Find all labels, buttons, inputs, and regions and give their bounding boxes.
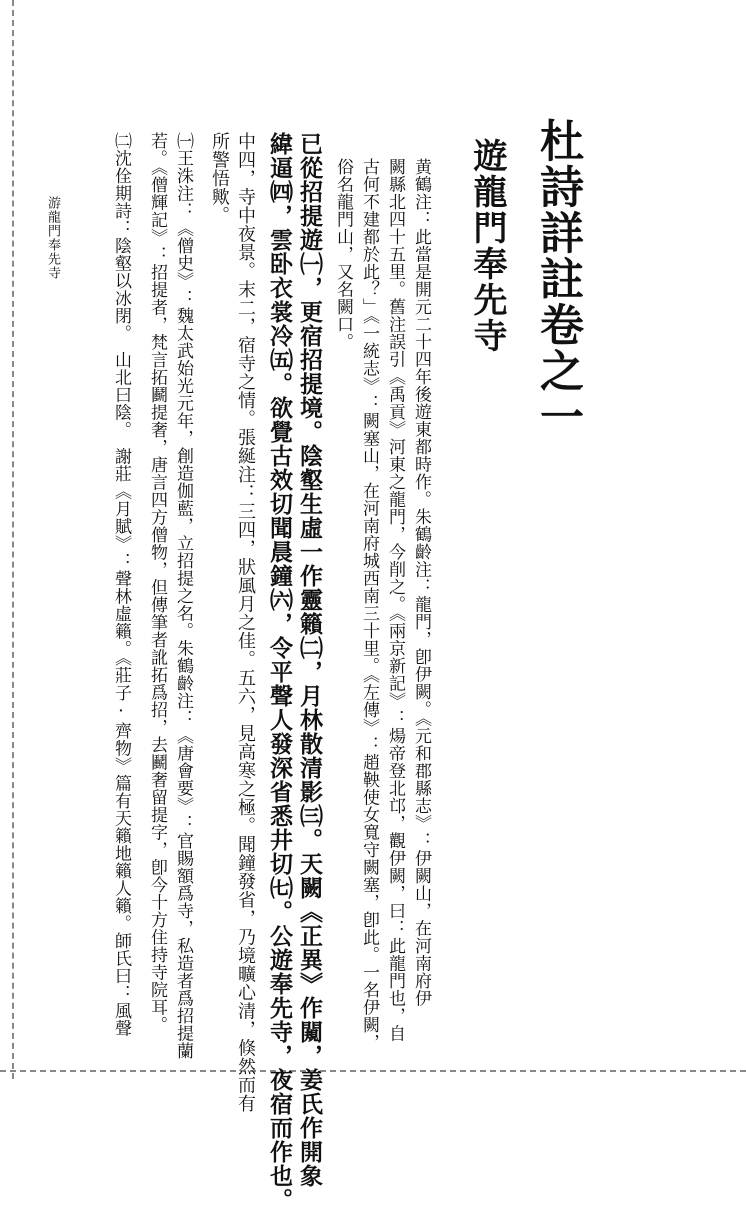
poem-line-1: 已從招提遊㈠，更宿招提境。陰壑生虛一作靈籟㈡，月林散清影㈢。天闕《正異》作闚，姜氏作開象 [296,132,323,1188]
note-line-3: 古何不建都於此？」《一統志》：闕塞山，在河南府城西南三十里。《左傳》：趙鞅使女寬守闕塞，卽此。一名伊闕， [359,158,379,1051]
footnote-line-3: ㈡沈佺期詩：陰壑以冰閉。 山北曰陰。 謝莊《月賦》：聲林虛籟。《莊子·齊物》篇有天籟地籟人籟。師氏曰：風聲 [111,132,131,1037]
note-line-4: 俗名龍門山，又名闕口。 [333,158,353,351]
scan-bottom-edge [0,1070,746,1072]
volume-title: 杜詩詳註卷之一 [532,118,583,440]
scan-left-edge [12,0,14,1079]
poem-line-2: 緯逼㈣，雲卧衣裳冷㈤。欲覺古效切聞晨鐘㈥，令平聲人發深省悉井切㈦。公遊奉先寺，夜宿而作也。 [266,132,293,1212]
footnote-line-2: 若。《僧輝記》：招提者，梵言拓鬬提奢，唐言四方僧物，但傳筆者訛拓爲招，去鬬奢留提字，卽今十方住持寺院耳。 [147,132,167,1034]
note-line-1: 黄鶴注：此當是開元二十四年後遊東都時作。朱鶴齡注：龍門，卽伊闕。《元和郡縣志》：伊闕山，在河南府伊 [411,158,431,1007]
note-line-2: 闕縣北四十五里。舊注誤引《禹貢》河東之龍門，今削之。《兩京新記》：煬帝登北邙，觀伊闕，曰：此龍門也，自 [385,158,405,1042]
running-header: 游龍門奉先寺 [45,196,60,280]
commentary-line-1: 中四，寺中夜景。末二，宿寺之情。張綖注：三四，狀風月之佳。五六，見高寒之極。聞鐘發省，乃境曠心清，倏然而有 [235,132,256,1113]
footnote-line-1: ㈠王洙注：《僧史》：魏太武始光元年，創造伽藍，立招提之名。朱鶴齡注：《唐會要》：官賜額爲寺，私造者爲招提蘭 [173,132,193,1060]
commentary-line-2: 所警悟歟。 [209,132,230,225]
poem-title: 遊龍門奉先寺 [467,138,507,354]
